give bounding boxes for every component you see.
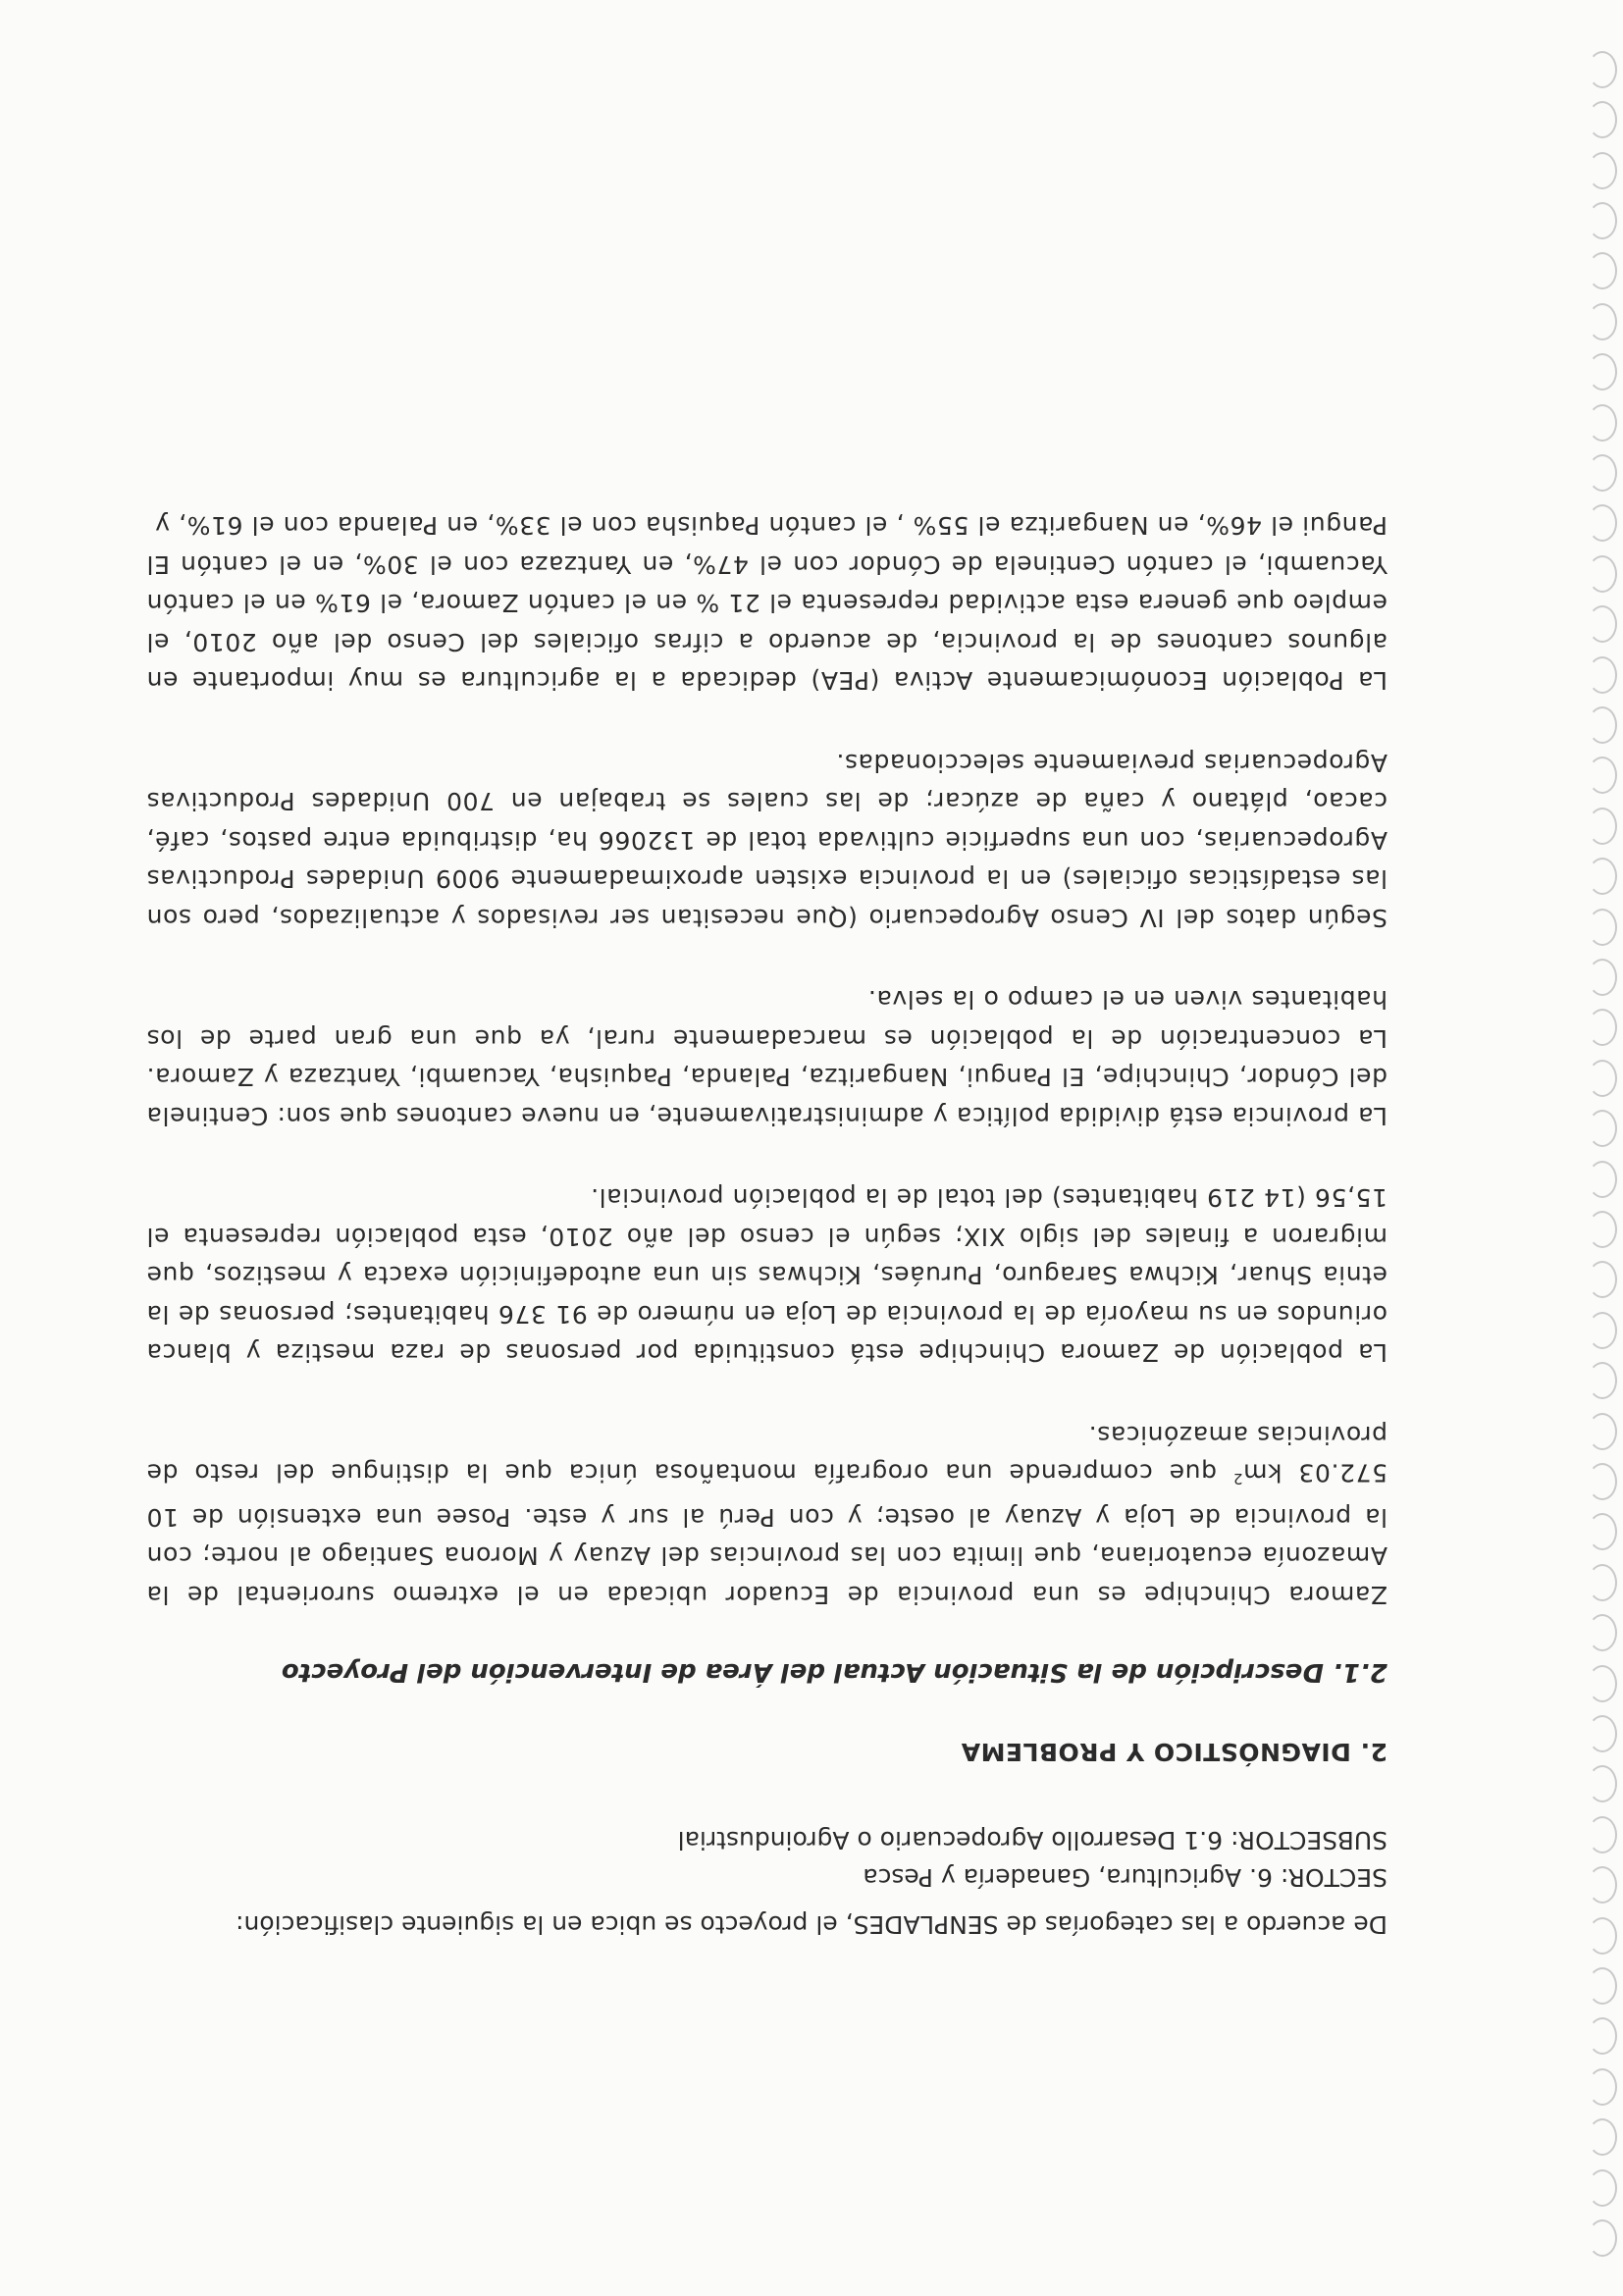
binding-hole: [1588, 555, 1617, 593]
classification-intro: De acuerdo a las categorías de SENPLADES, el proyecto se ubica en la siguiente clasificación:: [236, 1910, 1387, 1939]
section-heading: 2. DIAGNÓSTICO Y PROBLEMA: [961, 1738, 1387, 1766]
binding-hole: [1588, 2017, 1617, 2055]
subsection-heading: 2.1. Descripción de la Situación Actual del Área de Intervención del Proyecto: [281, 1657, 1387, 1687]
binding-hole: [1588, 1413, 1617, 1450]
binding-holes: [1568, 39, 1623, 2257]
binding-hole: [1588, 303, 1617, 340]
paragraph-pea: La Población Económicamente Activa (PEA) dedicada a la agricultura es muy importante en algunos cantones de la provincia, de acuerdo a cifras oficiales del Censo del año 2010, el empleo que genera esta actividad representa el 21 % en el cantón Zamora, el 61% en el cantón Yacuambi, el cantón Centinela de Cóndor con el 47%, en Yantzaza con el 30%, en el cantón El Pangui el 46%, en Nangaritza el 55% , el cantón Paquisha con el 33%, en Palanda con el 61%, y: [146, 511, 1387, 696]
binding-hole: [1588, 1312, 1617, 1349]
binding-hole: [1588, 1261, 1617, 1298]
binding-hole: [1588, 757, 1617, 794]
binding-hole: [1588, 404, 1617, 442]
binding-hole: [1588, 1110, 1617, 1147]
binding-hole: [1588, 1614, 1617, 1651]
binding-hole: [1588, 656, 1617, 694]
paragraph-population: La población de Zamora Chinchipe está constituida por personas de raza mestiza y blanca oriundos en su mayoría de la provincia de Loja en número de 91 376 habitantes; personas de la etnia Shuar, Kichwa Saraguro, Puruáes, Kichwas sin una autodefinición exacta y mestizos, que migraron a finales del siglo XIX; según el censo del año 2010, esta población representa el 15,56 (14 219 habitantes) del total de la población provincial.: [146, 1183, 1387, 1368]
binding-hole: [1588, 1463, 1617, 1500]
document-body: [146, 463, 1387, 1943]
binding-hole: [1588, 1765, 1617, 1802]
binding-hole: [1588, 504, 1617, 542]
binding-hole: [1588, 959, 1617, 996]
binding-hole: [1588, 1564, 1617, 1601]
binding-hole: [1588, 1161, 1617, 1198]
paragraph-location: [146, 1415, 1387, 1614]
binding-hole: [1588, 51, 1617, 88]
binding-hole: [1588, 2068, 1617, 2106]
binding-hole: [1588, 2169, 1617, 2207]
binding-hole: [1588, 252, 1617, 289]
binding-hole: [1588, 1060, 1617, 1097]
binding-hole: [1588, 454, 1617, 492]
binding-hole: [1588, 1917, 1617, 1955]
binding-hole: [1588, 605, 1617, 643]
subsector-line: SUBSECTOR: 6.1 Desarrollo Agropecuario o Agroindustrial: [677, 1826, 1387, 1854]
binding-hole: [1588, 1362, 1617, 1399]
binding-hole: [1588, 1967, 1617, 2005]
paragraph-census: Según datos del IV Censo Agropecuario (Que necesitan ser revisados y actualizados, pero son las estadísticas oficiales) en la provincia existen aproximadamente 9009 Unidades Productivas Agropecuarias, con una superficie cultivada total de 132066 ha, distribuida entre pastos, café, cacao, plátano y caña de azúcar; de las cuales se trabajan en 700 Unidades Productivas Agropecuarias previamente seleccionadas.: [146, 748, 1387, 932]
binding-hole: [1588, 808, 1617, 845]
binding-hole: [1588, 2118, 1617, 2156]
binding-hole: [1588, 1715, 1617, 1752]
binding-hole: [1588, 1866, 1617, 1904]
binding-hole: [1588, 353, 1617, 391]
binding-hole: [1588, 101, 1617, 138]
binding-hole: [1588, 706, 1617, 744]
binding-hole: [1588, 1816, 1617, 1853]
binding-hole: [1588, 1211, 1617, 1248]
binding-hole: [1588, 1513, 1617, 1550]
binding-hole: [1588, 202, 1617, 239]
paragraph-location-text-b: que comprende una orografía montañosa única que la distingue del resto de provincias amazónicas.: [145, 1420, 1387, 1488]
binding-hole: [1588, 1009, 1617, 1046]
binding-hole: [1588, 858, 1617, 895]
paragraph-location-text-a: Zamora Chinchipe es una provincia de Ecuador ubicada en el extremo suroriental de la Amazonía ecuatoriana, que limita con las provincias del Azuay y Morona Santiago al norte; con la provincia de Loja y Azuay al oeste; y con Perú al sur y este. Posee una extensión de 10 572.03 km: [146, 1459, 1387, 1609]
paragraph-cantons: La provincia está dividida política y administrativamente, en nueve cantones que son: Centinela del Cóndor, Chinchipe, El Pangui, Nangaritza, Palanda, Paquisha, Yacuambi, Yantzaza y Zamora. La concentración de la población es marcadamente rural, ya que una gran parte de los habitantes viven en el campo o la selva.: [146, 985, 1387, 1130]
superscript: 2: [1232, 1470, 1243, 1488]
sector-line: SECTOR: 6. Agricultura, Ganadería y Pesca: [863, 1863, 1387, 1892]
binding-hole: [1588, 909, 1617, 946]
binding-hole: [1588, 152, 1617, 189]
binding-hole: [1588, 1665, 1617, 1702]
binding-hole: [1588, 2219, 1617, 2257]
